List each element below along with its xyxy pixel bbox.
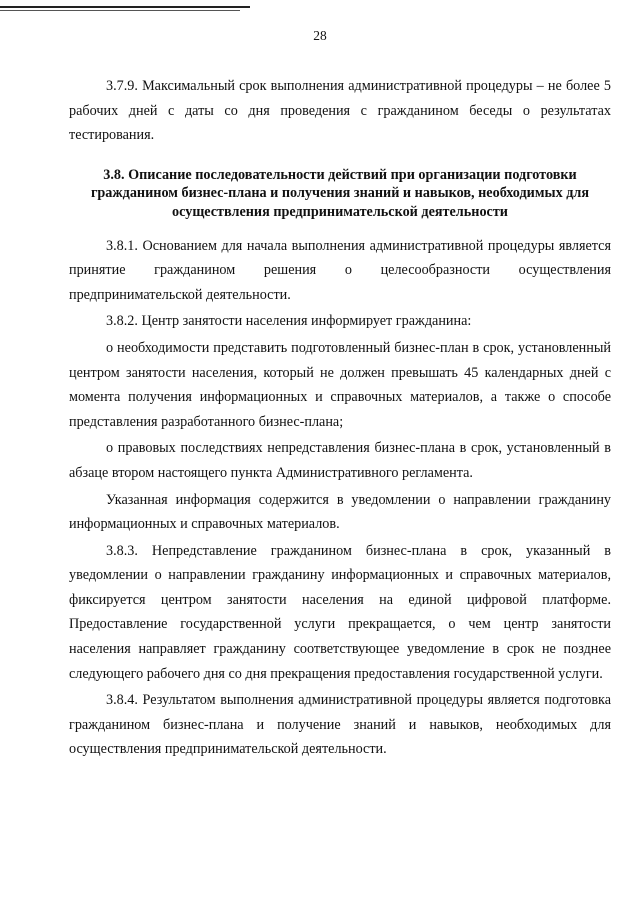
section-heading-3-8: 3.8. Описание последовательности действий при организации подготовки гражданином бизнес-плана и получения знаний и навыков, необходимых для осуществления предпринимательской деятельности: [90, 166, 590, 220]
paragraph-notice-info: Указанная информация содержится в уведомлении о направлении гражданину информационных и справочных материалов.: [69, 491, 611, 533]
list-item-business-plan-deadline: о необходимости представить подготовленный бизнес-план в срок, установленный центром занятости населения, который не должен превышать 45 календарных дней с момента получения информационных и справочных материалов, а также о способе представления разработанного бизнес-плана;: [69, 339, 611, 430]
document-body: [69, 74, 611, 762]
paragraph-3-8-4: 3.8.4. Результатом выполнения административной процедуры является подготовка гражданином бизнес-плана и получение знаний и навыков, необходимых для осуществления предпринимательской деятельности.: [69, 692, 611, 758]
list-item-legal-consequences: о правовых последствиях непредставления бизнес-плана в срок, установленный в абзаце втором настоящего пункта Административного регламента.: [69, 440, 611, 481]
paragraph-3-8-3: 3.8.3. Непредставление гражданином бизнес-плана в срок, указанный в уведомлении о направлении гражданину информационных и справочных материалов, фиксируется центром занятости населения на единой цифровой платформе. Предоставление государственной услуги прекращается, о чем центр занятости населения направляет гражданину соответствующее уведомление в срок не позднее следующего рабочего дня со дня прекращения предоставления государственной услуги.: [69, 542, 611, 682]
page-number: 28: [313, 28, 327, 43]
scan-edge-line: [0, 6, 250, 8]
paragraph-3-8-2: 3.8.2. Центр занятости населения информирует гражданина:: [106, 313, 472, 330]
scan-edge-line-thin: [0, 10, 240, 11]
paragraph-3-7-9: 3.7.9. Максимальный срок выполнения административной процедуры – не более 5 рабочих дней с даты со дня проведения с гражданином беседы о результатах тестирования.: [69, 78, 611, 144]
paragraph-3-8-1: 3.8.1. Основанием для начала выполнения административной процедуры является принятие гражданином решения о целесообразности осуществления предпринимательской деятельности.: [69, 237, 611, 303]
